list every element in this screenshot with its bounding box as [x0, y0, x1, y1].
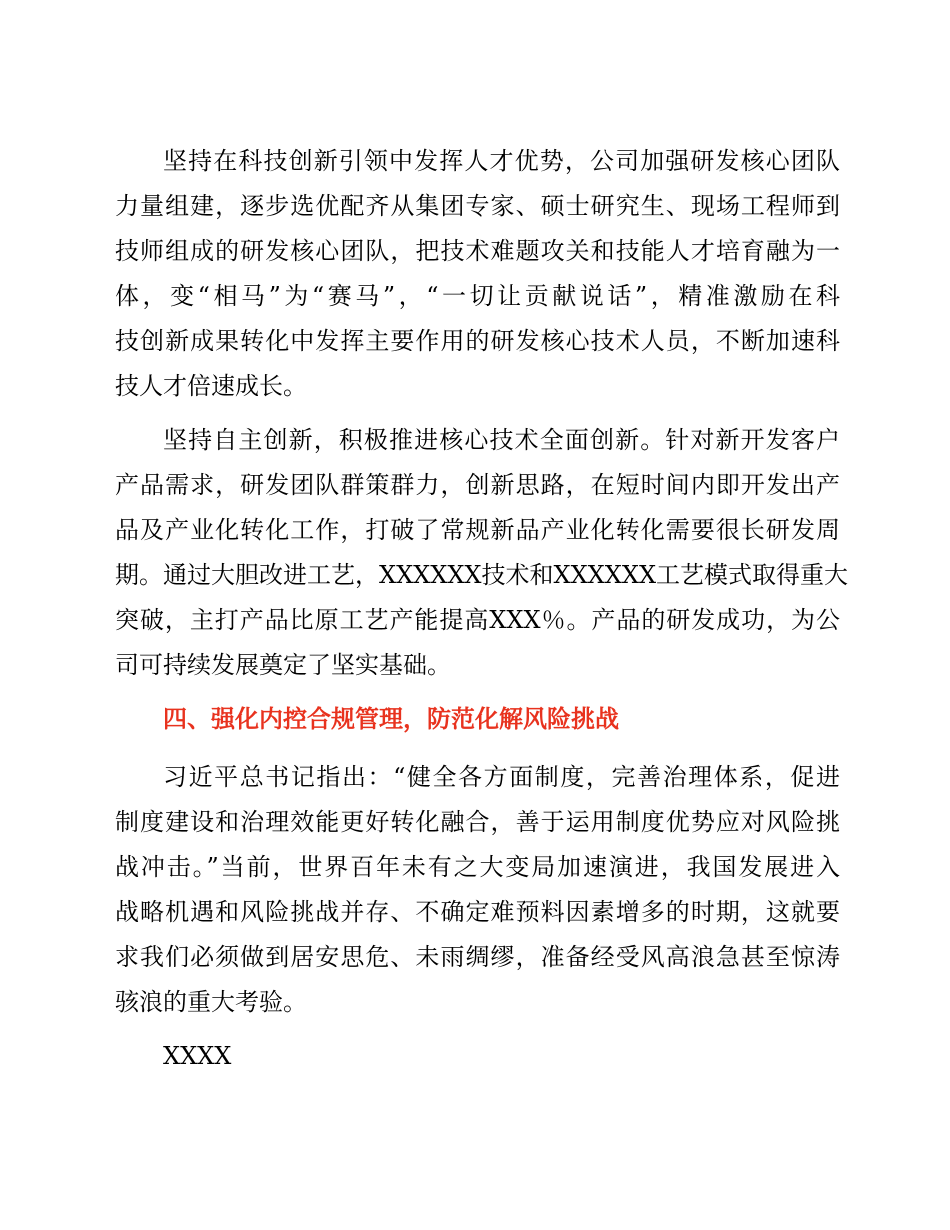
paragraph-line: 体，变“相马”为“赛马”，“一切让贡献说话”，精准激励在科 [115, 282, 840, 310]
section-heading: 四、强化内控合规管理，防范化解风险挑战 [163, 705, 619, 733]
paragraph-line: 品及产业化转化工作，打破了常规新品产业化转化需要很长研发周 [115, 516, 840, 544]
paragraph-line: 求我们必须做到居安思危、未雨绸缪，准备经受风高浪急甚至惊涛 [115, 943, 840, 971]
paragraph-line: 力量组建，逐步选优配齐从集团专家、硕士研究生、现场工程师到 [115, 192, 840, 220]
paragraph-line: 期。通过大胆改进工艺，XXXXXX技术和XXXXXX工艺模式取得重大 [115, 561, 849, 589]
paragraph-line: 骇浪的重大考验。 [115, 988, 307, 1016]
paragraph-line: 坚持在科技创新引领中发挥人才优势，公司加强研发核心团队 [163, 147, 840, 175]
paragraph-line: 制度建设和治理效能更好转化融合，善于运用制度优势应对风险挑 [115, 808, 840, 836]
paragraph-line: 突破，主打产品比原工艺产能提高XXX％。产品的研发成功，为公 [115, 606, 840, 634]
paragraph-line: 坚持自主创新，积极推进核心技术全面创新。针对新开发客户 [163, 426, 840, 454]
paragraph-line: 技创新成果转化中发挥主要作用的研发核心技术人员，不断加速科 [115, 327, 840, 355]
paragraph-line: 技人才倍速成长。 [115, 372, 307, 400]
paragraph-line: 司可持续发展奠定了坚实基础。 [115, 651, 451, 679]
paragraph-line: 战略机遇和风险挑战并存、不确定难预料因素增多的时期，这就要 [115, 898, 840, 926]
paragraph-line: 技师组成的研发核心团队，把技术难题攻关和技能人才培育融为一 [115, 237, 840, 265]
paragraph-line: 习近平总书记指出：“健全各方面制度，完善治理体系，促进 [163, 763, 840, 791]
paragraph-line: XXXX [163, 1042, 232, 1070]
paragraph-line: 产品需求，研发团队群策群力，创新思路，在短时间内即开发出产 [115, 471, 840, 499]
paragraph-line: 战冲击。”当前，世界百年未有之大变局加速演进，我国发展进入 [115, 853, 840, 881]
